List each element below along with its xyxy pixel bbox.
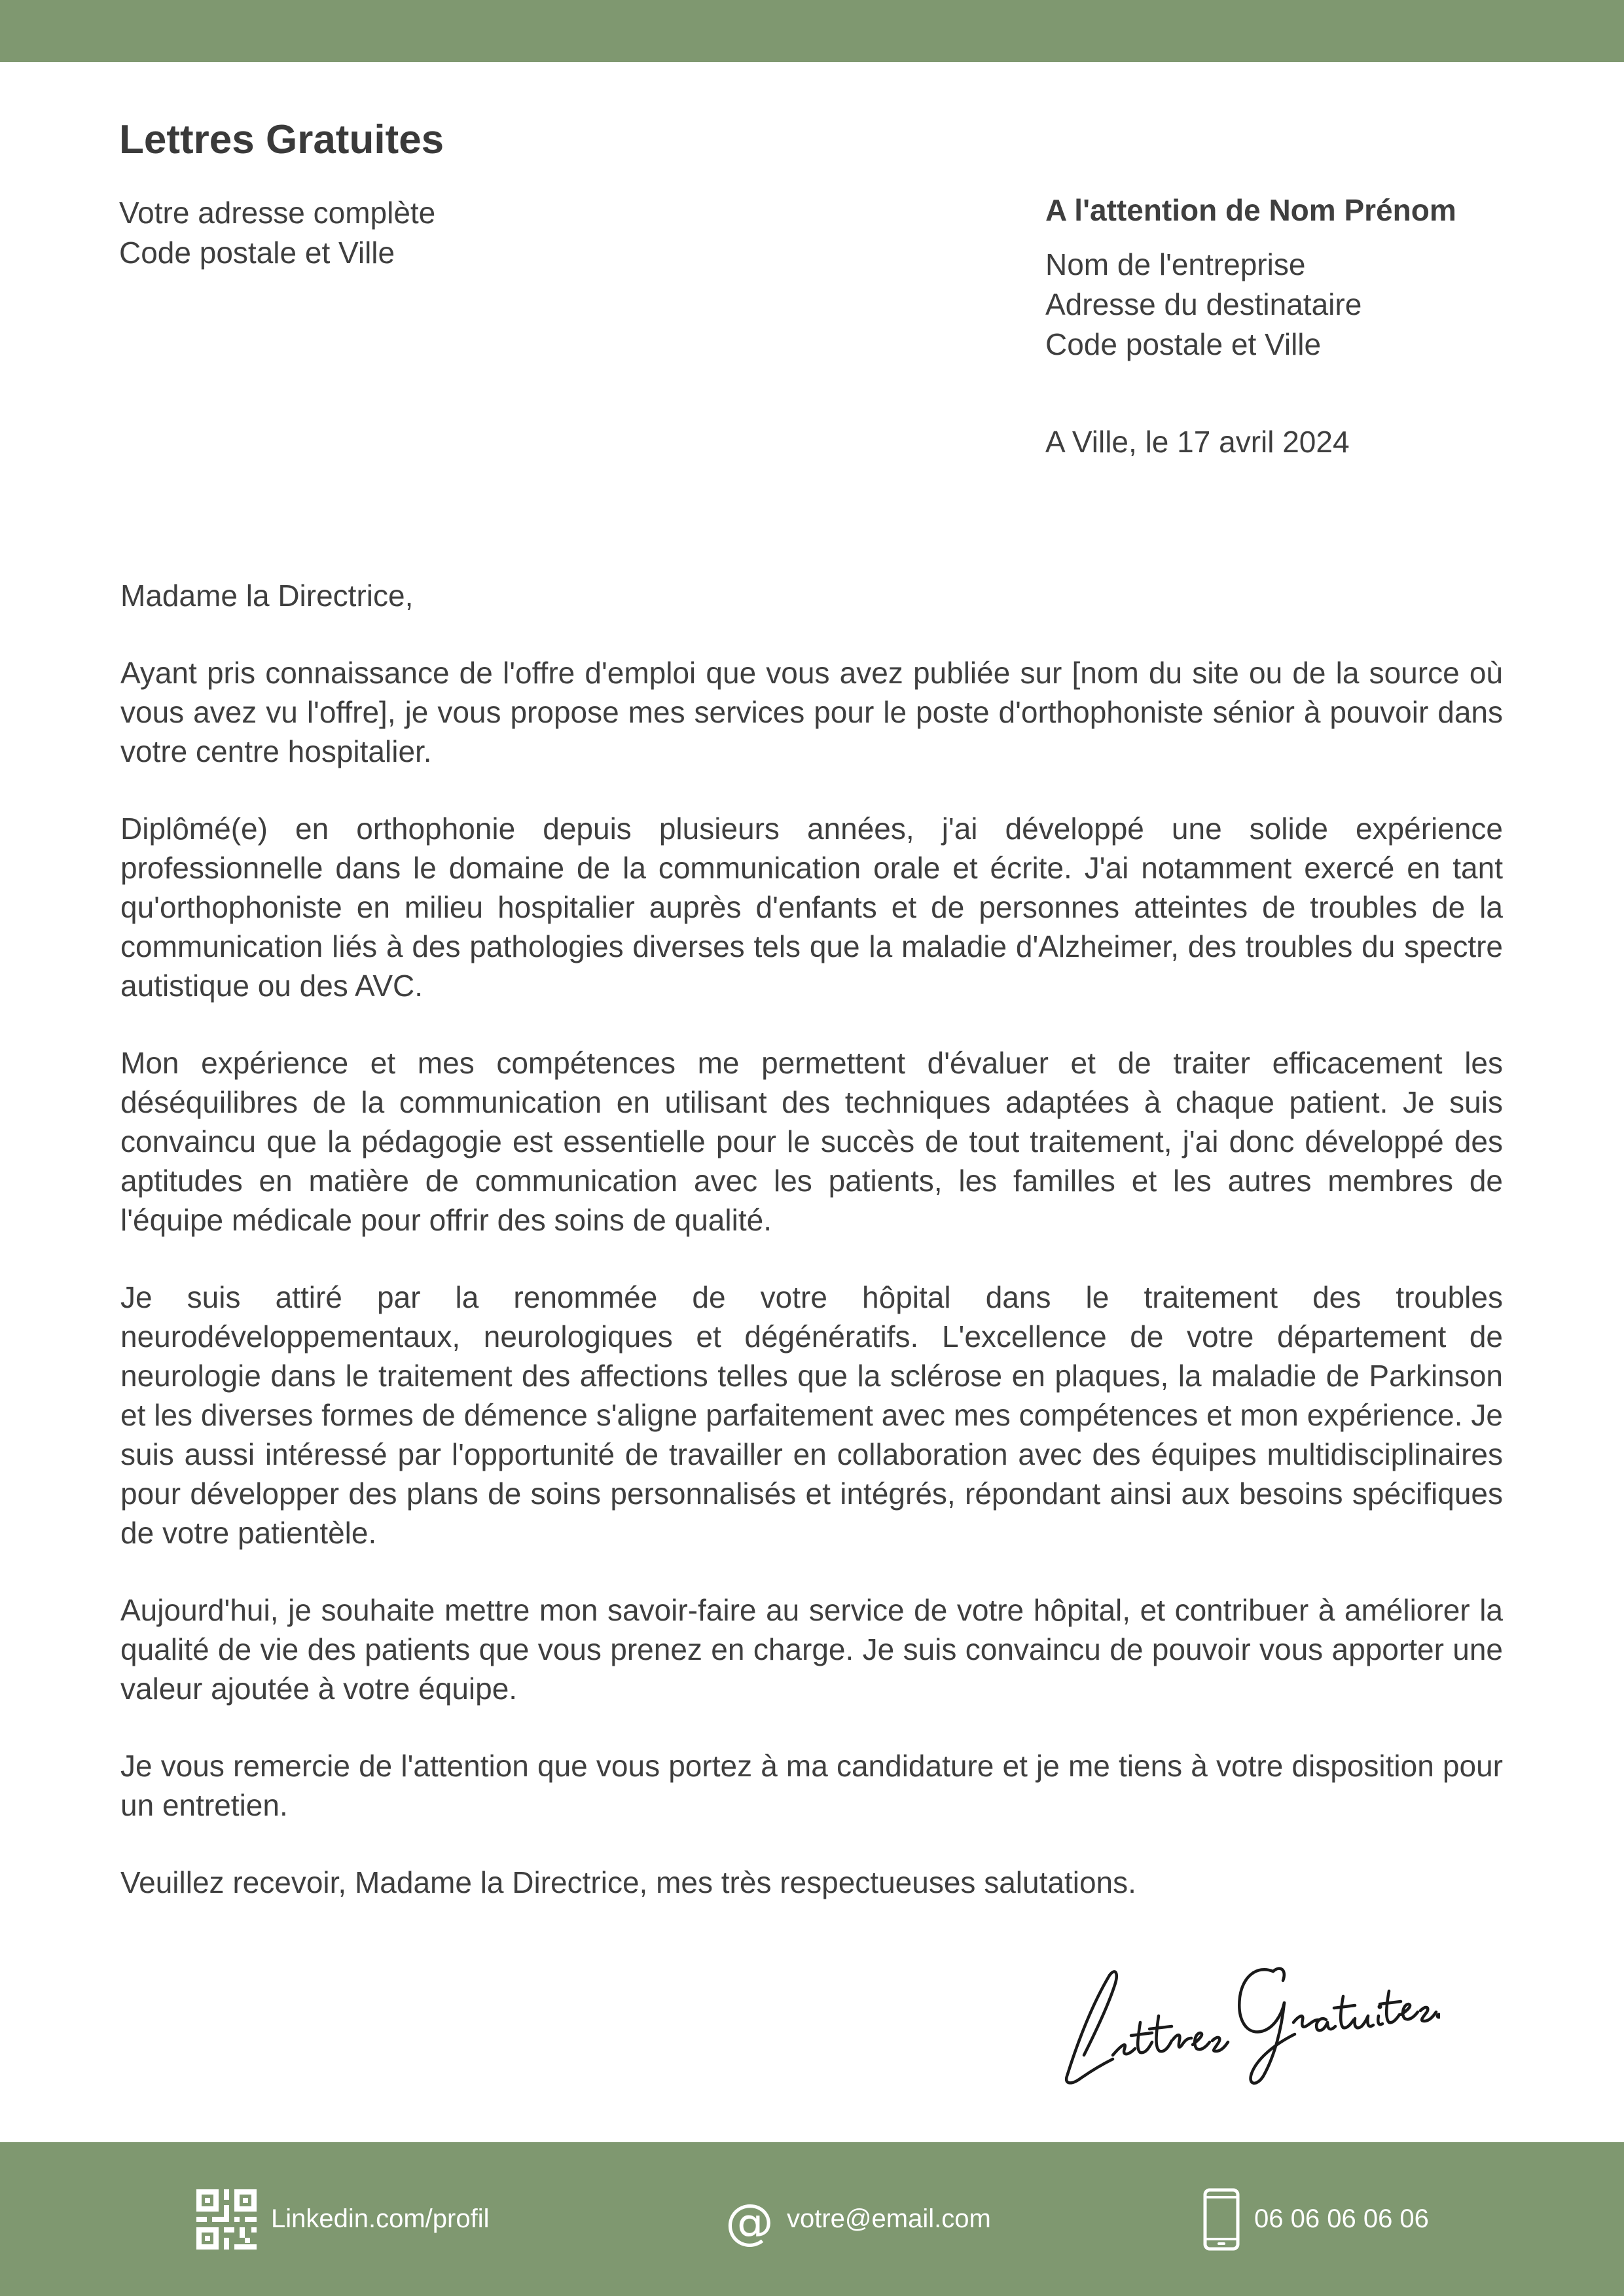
recipient-city: Code postale et Ville bbox=[1045, 327, 1322, 361]
letter-paragraph: Aujourd'hui, je souhaite mettre mon savoir-faire au service de votre hôpital, et contribuer à améliorer la qualité de vie des patients que vous prenez en charge. Je suis convaincu de pouvoir vous apporter une valeur ajoutée à votre équipe. bbox=[120, 1593, 1503, 1706]
letter-salutation: Madame la Directrice, bbox=[120, 579, 414, 613]
letter-closing: Veuillez recevoir, Madame la Directrice, mes très respectueuses salutations. bbox=[120, 1865, 1136, 1899]
sender-address-line: Votre adresse complète bbox=[119, 196, 436, 230]
letter-paragraph: Mon expérience et mes compétences me permettent d'évaluer et de traiter efficacement les déséquilibres de la communication en utilisant des techniques adaptées à chaque patient. Je suis convaincu que la pédagogie est essentielle pour le succès de tout traitement, j'ai donc développé des aptitudes en matière de communication avec les patients, les familles et les autres membres de l'équipe médicale pour offrir des soins de qualité. bbox=[120, 1046, 1503, 1237]
footer-email[interactable] bbox=[725, 2142, 991, 2296]
qr-code-icon bbox=[196, 2189, 257, 2250]
footer-linkedin[interactable] bbox=[196, 2142, 490, 2296]
linkedin-link[interactable]: Linkedin.com/profil bbox=[271, 2204, 490, 2233]
recipient-block bbox=[1045, 190, 1456, 365]
handwritten-signature bbox=[1047, 1924, 1440, 2094]
sender-city-line: Code postale et Ville bbox=[119, 236, 395, 270]
letter-paragraph: Ayant pris connaissance de l'offre d'emploi que vous avez publiée sur [nom du site ou de la source où vous avez vu l'offre], je vous propose mes services pour le poste d'orthophoniste sénior à pouvoir dans votre centre hospitalier. bbox=[120, 656, 1503, 768]
sender-address bbox=[119, 193, 435, 273]
at-icon: @ bbox=[725, 2193, 774, 2250]
email-link[interactable]: votre@email.com bbox=[787, 2204, 991, 2233]
smartphone-icon bbox=[1203, 2188, 1240, 2251]
letter-paragraph: Je vous remercie de l'attention que vous portez à ma candidature et je me tiens à votre disposition pour un entretien. bbox=[120, 1749, 1503, 1822]
header-accent-bar bbox=[0, 0, 1624, 62]
phone-number[interactable]: 06 06 06 06 06 bbox=[1254, 2204, 1429, 2233]
footer-bar bbox=[0, 2142, 1624, 2296]
letter-date: A Ville, le 17 avril 2024 bbox=[1045, 425, 1350, 459]
recipient-company: Nom de l'entreprise bbox=[1045, 247, 1306, 281]
letter-paragraph: Je suis attiré par la renommée de votre hôpital dans le traitement des troubles neurodéveloppementaux, neurologiques et dégénératifs. L'excellence de votre département de neurologie dans le traitement des affections telles que la sclérose en plaques, la maladie de Parkinson et les diverses formes de démence s'aligne parfaitement avec mes compétences et mon expérience. Je suis aussi intéressé par l'opportunité de travailler en collaboration avec des équipes multidisciplinaires pour développer des plans de soins personnalisés et intégrés, répondant ainsi aux besoins spécifiques de votre patientèle. bbox=[120, 1280, 1503, 1550]
letter-body bbox=[120, 576, 1503, 1940]
letter-paragraph: Diplômé(e) en orthophonie depuis plusieurs années, j'ai développé une solide expérience professionnelle dans le domaine de la communication orale et écrite. J'ai notamment exercé en tant qu'orthophoniste en milieu hospitalier auprès d'enfants et de personnes atteintes de troubles de la communication liés à des pathologies diverses tels que la maladie d'Alzheimer, des troubles du spectre autistique ou des AVC. bbox=[120, 812, 1503, 1003]
footer-phone[interactable] bbox=[1203, 2142, 1429, 2296]
sender-name: Lettres Gratuites bbox=[119, 117, 444, 162]
recipient-address: Adresse du destinataire bbox=[1045, 287, 1362, 321]
recipient-attention: A l'attention de Nom Prénom bbox=[1045, 193, 1456, 227]
